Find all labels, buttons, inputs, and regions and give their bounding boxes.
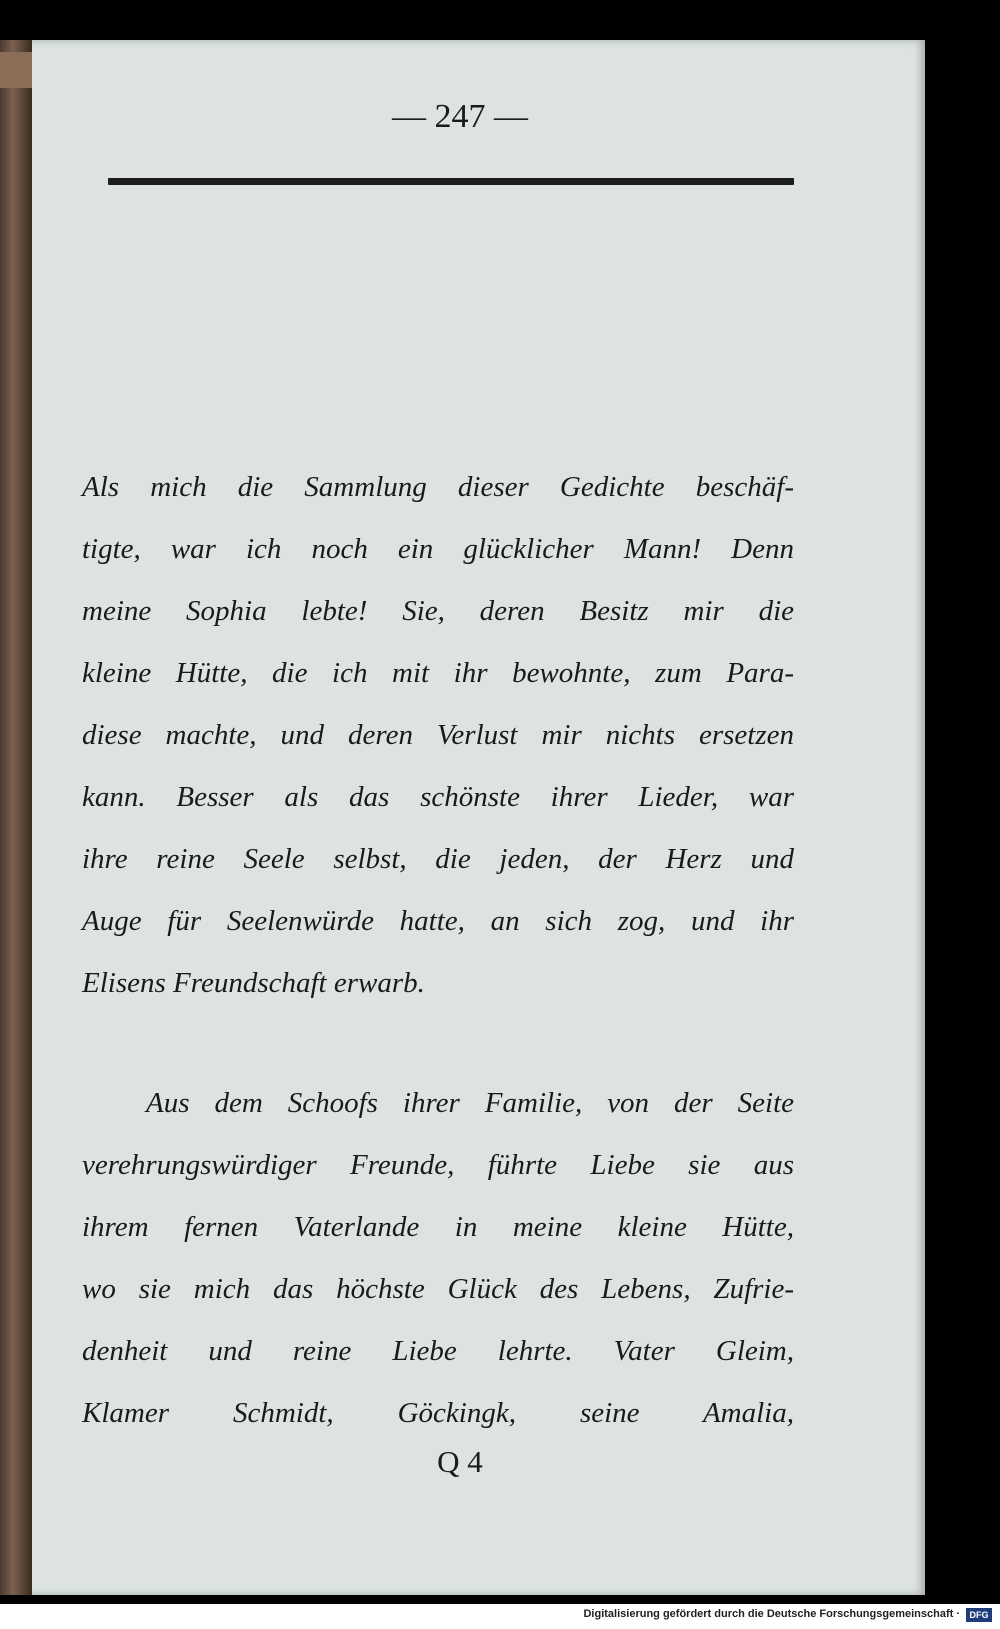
header-rule — [108, 178, 794, 185]
text-line: verehrungswürdiger Freunde, führte Liebe sie aus — [82, 1149, 794, 1181]
book-binding-corner — [0, 52, 32, 88]
text-line: Elisens Freundschaft erwarb. — [82, 967, 425, 999]
text-line: meine Sophia lebte! Sie, deren Besitz mir die — [82, 595, 794, 627]
footer-credit: Digitalisierung gefördert durch die Deutsche Forschungsgemeinschaft · — [583, 1608, 960, 1620]
text-line: Klamer Schmidt, Göckingk, seine Amalia, — [82, 1397, 794, 1429]
text-line: ihrem fernen Vaterlande in meine kleine Hütte, — [82, 1211, 794, 1243]
dfg-logo-icon: DFG — [966, 1608, 992, 1622]
text-line: Aus dem Schoofs ihrer Familie, von der Seite — [146, 1087, 794, 1119]
text-line: kleine Hütte, die ich mit ihr bewohnte, zum Para- — [82, 657, 794, 689]
text-line: Auge für Seelenwürde hatte, an sich zog, und ihr — [82, 905, 794, 937]
page-number-header: — 247 — — [392, 98, 528, 135]
text-line: kann. Besser als das schönste ihrer Lieder, war — [82, 781, 794, 813]
book-binding-edge — [0, 40, 32, 1595]
text-line: denheit und reine Liebe lehrte. Vater Gleim, — [82, 1335, 794, 1367]
text-line: diese machte, und deren Verlust mir nichts ersetzen — [82, 719, 794, 751]
text-line: Als mich die Sammlung dieser Gedichte beschäf- — [82, 471, 794, 503]
signature-mark: Q 4 — [437, 1444, 483, 1479]
text-line: wo sie mich das höchste Glück des Lebens, Zufrie- — [82, 1273, 794, 1305]
text-line: ihre reine Seele selbst, die jeden, der Herz und — [82, 843, 794, 875]
book-page — [0, 40, 925, 1595]
paragraph-1 — [82, 456, 794, 1014]
text-line: tigte, war ich noch ein glücklicher Mann! Denn — [82, 533, 794, 565]
paragraph-2 — [82, 1072, 794, 1444]
digitization-footer — [0, 1604, 1000, 1629]
